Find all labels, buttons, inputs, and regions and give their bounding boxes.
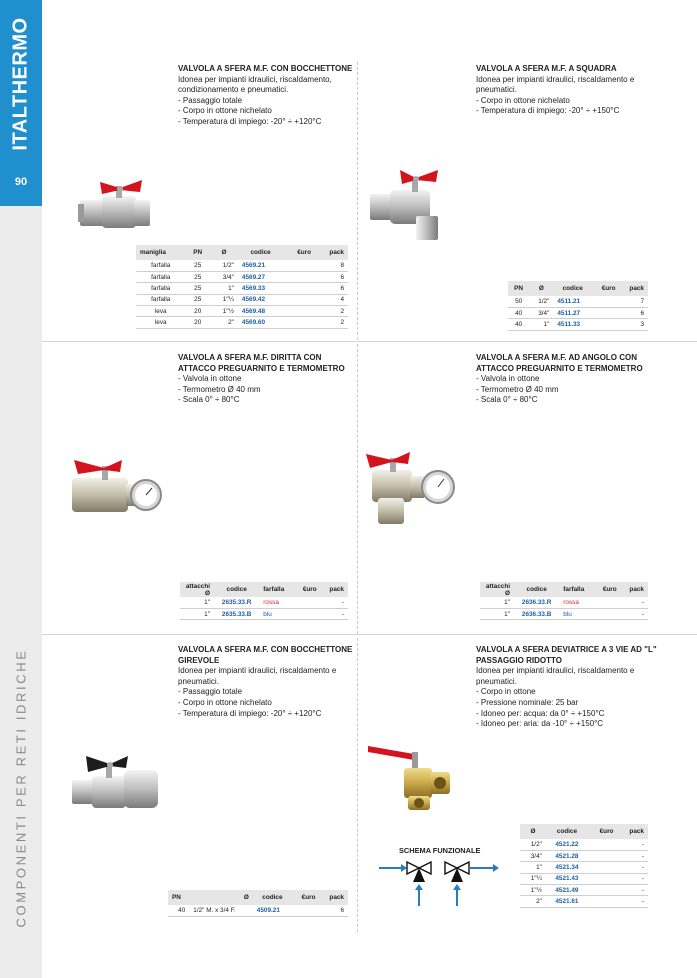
- col-header: €uro: [294, 582, 320, 597]
- table-row: [136, 317, 348, 328]
- col-header: attacchi Ø: [480, 582, 514, 597]
- page-number: 90: [14, 176, 28, 188]
- col-header: pack: [617, 824, 648, 839]
- col-header: farfalla: [259, 582, 294, 597]
- col-header: €uro: [594, 582, 620, 597]
- col-header: pack: [315, 245, 348, 260]
- table-cell: 6: [620, 307, 648, 318]
- col-header: pack: [620, 281, 648, 296]
- table-row: [520, 896, 648, 907]
- table-cell: 2635.33.R: [214, 597, 259, 608]
- col-header: €uro: [588, 824, 618, 839]
- col-header: codice: [238, 245, 283, 260]
- table-cell: -: [617, 873, 648, 884]
- table-cell: [283, 260, 315, 271]
- product-description: [178, 353, 345, 406]
- three-way-diverter-valve-icon: [364, 742, 464, 812]
- col-header: PN: [508, 281, 529, 296]
- desc-line: pneumatici.: [476, 85, 517, 95]
- desc-line: - Scala 0° ÷ 80°C: [178, 395, 240, 405]
- angle-valve-thermometer-icon: [364, 450, 462, 528]
- table-cell: 2635.33.B: [214, 608, 259, 619]
- table-row: [520, 839, 648, 850]
- desc-line: - Scala 0° ÷ 80°C: [476, 395, 538, 405]
- table-row: [136, 283, 348, 294]
- col-header: Ø: [189, 890, 253, 905]
- table-cell: [283, 306, 315, 317]
- table-cell: 4569.60: [238, 317, 283, 328]
- product-title-line2: ATTACCO PREGUARNITO E TERMOMETRO: [178, 363, 345, 373]
- table-cell: [592, 296, 620, 307]
- table-cell: 6: [315, 283, 348, 294]
- table-cell: [592, 307, 620, 318]
- desc-line: - Valvola in ottone: [178, 374, 242, 384]
- ball-valve-union-butterfly-icon: [76, 164, 156, 232]
- table-row: [180, 597, 348, 608]
- table-row: [136, 271, 348, 282]
- desc-line: - Idoneo per: aria: da -10° ÷ +150°C: [476, 719, 604, 729]
- table-cell: farfalla: [136, 260, 185, 271]
- table-cell: 1"½: [520, 885, 546, 896]
- table-cell: 3: [620, 319, 648, 330]
- table-cell: 1": [480, 608, 514, 619]
- table-cell: [588, 896, 618, 907]
- table-cell: 6: [320, 905, 348, 916]
- table-cell: 3/4": [529, 307, 553, 318]
- table-row: [136, 294, 348, 305]
- product-table: [136, 245, 348, 329]
- table-cell: 4569.42: [238, 294, 283, 305]
- table-row: [136, 260, 348, 271]
- col-header: PN: [168, 890, 189, 905]
- table-cell: 25: [185, 260, 210, 271]
- table-cell: 6: [315, 271, 348, 282]
- col-header: €uro: [292, 890, 320, 905]
- desc-line: - Idoneo per: acqua: da 0° ÷ +150°C: [476, 708, 605, 718]
- col-header: Ø: [529, 281, 553, 296]
- col-header: pack: [621, 582, 648, 597]
- product-title: VALVOLA A SFERA M.F. AD ANGOLO CON: [476, 353, 638, 362]
- table-cell: 2636.33.B: [514, 608, 559, 619]
- table-cell: -: [321, 597, 348, 608]
- product-description: [476, 353, 643, 406]
- brand-logo: ITALTHERMO: [9, 17, 32, 151]
- table-cell: 50: [508, 296, 529, 307]
- table-cell: [294, 597, 320, 608]
- table-cell: -: [621, 608, 648, 619]
- table-cell: [588, 862, 618, 873]
- table-cell: 25: [185, 283, 210, 294]
- table-row: [180, 608, 348, 619]
- swivel-union-valve-icon: [70, 752, 164, 812]
- table-cell: 1": [480, 597, 514, 608]
- table-cell: 4521.28: [546, 850, 588, 861]
- arrow-head-icon: [401, 864, 407, 872]
- table-cell: 1": [180, 608, 214, 619]
- product-table: [480, 582, 648, 620]
- table-cell: -: [621, 597, 648, 608]
- desc-line: - Termometro Ø 40 mm: [178, 384, 261, 394]
- product-description: [178, 64, 352, 128]
- table-cell: blu: [559, 608, 594, 619]
- table-cell: [588, 885, 618, 896]
- col-header: pack: [320, 890, 348, 905]
- table-cell: 8: [315, 260, 348, 271]
- table-cell: 4521.22: [546, 839, 588, 850]
- table-cell: 1/2": [520, 839, 546, 850]
- col-header: codice: [514, 582, 559, 597]
- desc-line: - Passaggio totale: [178, 687, 243, 697]
- column-divider: [357, 62, 358, 340]
- desc-line: - Valvola in ottone: [476, 374, 540, 384]
- schema-title: SCHEMA FUNZIONALE: [399, 846, 481, 855]
- table-row: [480, 597, 648, 608]
- table-cell: 1": [210, 283, 238, 294]
- table-cell: 25: [185, 294, 210, 305]
- table-cell: farfalla: [136, 294, 185, 305]
- col-header: codice: [214, 582, 259, 597]
- table-cell: [588, 839, 618, 850]
- table-cell: [588, 850, 618, 861]
- table-cell: [588, 873, 618, 884]
- row-divider: [42, 634, 697, 635]
- row-divider: [42, 341, 697, 342]
- desc-line: Idonea per impianti idraulici, riscaldamento e: [476, 74, 635, 84]
- table-cell: -: [617, 839, 648, 850]
- table-cell: 4569.27: [238, 271, 283, 282]
- table-cell: -: [617, 850, 648, 861]
- table-cell: [594, 597, 620, 608]
- table-cell: -: [617, 862, 648, 873]
- table-cell: 1/2": [529, 296, 553, 307]
- table-cell: -: [617, 896, 648, 907]
- table-cell: 2: [315, 317, 348, 328]
- product-description: [178, 645, 352, 719]
- table-cell: [283, 271, 315, 282]
- table-cell: farfalla: [136, 271, 185, 282]
- table-row: [520, 862, 648, 873]
- table-cell: blu: [259, 608, 294, 619]
- table-cell: 1/2" M. x 3/4 F.: [189, 905, 253, 916]
- table-row: [136, 306, 348, 317]
- table-cell: 4569.21: [238, 260, 283, 271]
- table-cell: 4521.49: [546, 885, 588, 896]
- product-title: VALVOLA A SFERA M.F. CON BOCCHETTONE: [178, 64, 353, 73]
- table-cell: 25: [185, 271, 210, 282]
- table-row: [168, 905, 348, 916]
- col-header: codice: [546, 824, 588, 839]
- product-table: [520, 824, 648, 908]
- product-description: [476, 645, 657, 730]
- table-cell: 4511.21: [553, 296, 592, 307]
- table-cell: rossa: [559, 597, 594, 608]
- product-title-line2: GIREVOLE: [178, 655, 220, 665]
- col-header: Ø: [520, 824, 546, 839]
- table-cell: 2: [315, 306, 348, 317]
- col-header: pack: [321, 582, 348, 597]
- table-cell: 7: [620, 296, 648, 307]
- table-row: [508, 307, 648, 318]
- table-cell: 20: [185, 317, 210, 328]
- col-header: codice: [553, 281, 592, 296]
- desc-line: - Temperatura di impiego: -20° ÷ +120°C: [178, 708, 322, 718]
- table-cell: 40: [168, 905, 189, 916]
- table-row: [520, 885, 648, 896]
- table-cell: rossa: [259, 597, 294, 608]
- desc-line: - Temperatura di impiego: -20° ÷ +120°C: [178, 116, 322, 126]
- table-cell: 4511.27: [553, 307, 592, 318]
- table-cell: [594, 608, 620, 619]
- table-row: [520, 850, 648, 861]
- col-header: €uro: [592, 281, 620, 296]
- table-cell: 1": [529, 319, 553, 330]
- table-cell: 1"¼: [520, 873, 546, 884]
- table-cell: 1"½: [210, 306, 238, 317]
- table-cell: -: [321, 608, 348, 619]
- desc-line: - Corpo in ottone: [476, 687, 536, 697]
- desc-line: condizionamento e pneumatici.: [178, 85, 289, 95]
- arrow-head-icon: [453, 884, 461, 890]
- table-row: [508, 296, 648, 307]
- product-table: [508, 281, 648, 331]
- arrow-head-icon: [415, 884, 423, 890]
- table-cell: 1/2": [210, 260, 238, 271]
- arrow-head-icon: [493, 864, 499, 872]
- product-description: [476, 64, 634, 117]
- table-cell: [292, 905, 320, 916]
- table-cell: 2": [210, 317, 238, 328]
- desc-line: - Corpo in ottone nichelato: [178, 697, 272, 707]
- desc-line: - Pressione nominale: 25 bar: [476, 697, 579, 707]
- straight-valve-thermometer-icon: [70, 456, 164, 518]
- table-cell: leva: [136, 317, 185, 328]
- desc-line: Idonea per impianti idraulici, riscaldamento,: [178, 74, 332, 84]
- table-cell: 4521.43: [546, 873, 588, 884]
- desc-line: pneumatici.: [476, 676, 517, 686]
- table-cell: 20: [185, 306, 210, 317]
- table-cell: 2": [520, 896, 546, 907]
- product-title: VALVOLA A SFERA M.F. CON BOCCHETTONE: [178, 645, 353, 654]
- desc-line: - Temperatura di impiego: -20° ÷ +150°C: [476, 106, 620, 116]
- table-row: [480, 608, 648, 619]
- table-cell: [283, 317, 315, 328]
- table-cell: 4569.33: [238, 283, 283, 294]
- table-cell: [294, 608, 320, 619]
- table-cell: [592, 319, 620, 330]
- table-cell: 40: [508, 307, 529, 318]
- col-header: Ø: [210, 245, 238, 260]
- table-cell: 40: [508, 319, 529, 330]
- col-header: €uro: [283, 245, 315, 260]
- col-header: farfalla: [559, 582, 594, 597]
- functional-schema-diagram: [377, 856, 501, 908]
- table-cell: 1"¼: [210, 294, 238, 305]
- col-header: codice: [253, 890, 292, 905]
- desc-line: Idonea per impianti idraulici, riscaldamento e: [476, 666, 635, 676]
- table-cell: farfalla: [136, 283, 185, 294]
- product-table: [180, 582, 348, 620]
- table-cell: 4511.33: [553, 319, 592, 330]
- desc-line: pneumatici.: [178, 676, 219, 686]
- table-cell: 2636.33.R: [514, 597, 559, 608]
- table-cell: 4: [315, 294, 348, 305]
- desc-line: - Corpo in ottone nichelato: [178, 106, 272, 116]
- product-title: VALVOLA A SFERA M.F. A SQUADRA: [476, 64, 617, 73]
- product-title-line2: PASSAGGIO RIDOTTO: [476, 655, 562, 665]
- table-row: [520, 873, 648, 884]
- product-table: [168, 890, 348, 917]
- desc-line: - Termometro Ø 40 mm: [476, 384, 559, 394]
- product-title-line2: ATTACCO PREGUARNITO E TERMOMETRO: [476, 363, 643, 373]
- col-header: attacchi Ø: [180, 582, 214, 597]
- section-category: COMPONENTI PER RETI IDRICHE: [13, 648, 29, 928]
- table-cell: 4521.61: [546, 896, 588, 907]
- table-cell: 4521.34: [546, 862, 588, 873]
- table-cell: [283, 283, 315, 294]
- desc-line: Idonea per impianti idraulici, riscaldamento e: [178, 666, 337, 676]
- table-cell: 1": [180, 597, 214, 608]
- table-cell: 4569.48: [238, 306, 283, 317]
- product-title: VALVOLA A SFERA M.F. DIRITTA CON: [178, 353, 322, 362]
- column-divider: [357, 344, 358, 634]
- table-cell: 4509.21: [253, 905, 292, 916]
- table-cell: leva: [136, 306, 185, 317]
- column-divider: [357, 638, 358, 932]
- product-title: VALVOLA A SFERA DEVIATRICE A 3 VIE AD "L": [476, 645, 657, 654]
- desc-line: - Passaggio totale: [178, 95, 243, 105]
- col-header: PN: [185, 245, 210, 260]
- angle-ball-valve-icon: [366, 166, 462, 244]
- table-cell: 3/4": [210, 271, 238, 282]
- table-cell: [283, 294, 315, 305]
- table-cell: -: [617, 885, 648, 896]
- table-cell: 1": [520, 862, 546, 873]
- table-cell: 3/4": [520, 850, 546, 861]
- desc-line: - Corpo in ottone nichelato: [476, 95, 570, 105]
- table-row: [508, 319, 648, 330]
- col-header: maniglia: [136, 245, 185, 260]
